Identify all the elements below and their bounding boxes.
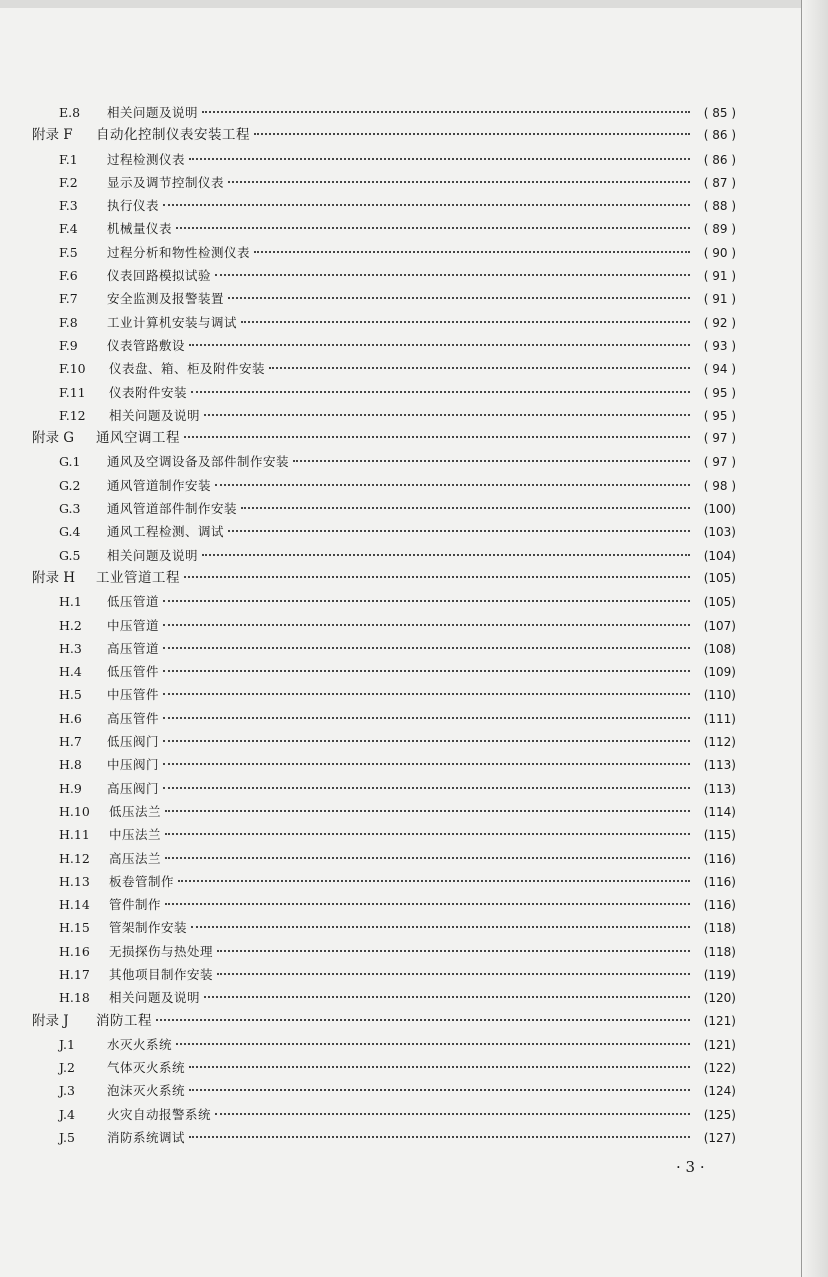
toc-entry-title: 中压阀门	[107, 757, 160, 773]
toc-page-number: (116)	[703, 851, 736, 866]
toc-entry-number: E.8	[59, 105, 81, 120]
toc-section-row[interactable]	[32, 916, 736, 939]
toc-entry-number: 附录 F	[32, 127, 73, 144]
toc-section-row[interactable]	[32, 730, 736, 753]
toc-entry-title: 高压阀门	[107, 780, 160, 796]
toc-entry-number: J.1	[59, 1036, 75, 1052]
toc-entry-number: J.3	[59, 1083, 75, 1099]
toc-page-number: ( 87 )	[703, 175, 736, 190]
dot-leader	[163, 717, 690, 719]
toc-entry-title: 板卷管制作	[109, 873, 175, 889]
toc-section-row[interactable]	[32, 1079, 736, 1102]
toc-page-number: (103)	[703, 525, 736, 540]
dot-leader	[189, 1089, 690, 1091]
toc-entry-title: 高压管道	[107, 640, 160, 656]
toc-entry-number: F.4	[59, 221, 78, 237]
toc-entry-title: 工业管道工程	[96, 569, 180, 586]
toc-entry-title: 自动化控制仪表安装工程	[96, 127, 250, 144]
toc-entry-title: 执行仪表	[107, 198, 160, 214]
dot-leader	[189, 158, 690, 160]
toc-section-row[interactable]	[32, 1033, 736, 1056]
dot-leader	[215, 484, 690, 486]
toc-section-row[interactable]	[32, 334, 736, 357]
toc-entry-number: 附录 H	[32, 569, 76, 586]
toc-entry-title: 消防系统调试	[107, 1130, 186, 1146]
toc-page-number: (127)	[703, 1131, 736, 1146]
toc-entry-number: F.7	[59, 291, 78, 307]
book-spine-edge	[801, 0, 828, 1277]
dot-leader	[163, 624, 690, 626]
toc-section-row[interactable]	[32, 311, 736, 334]
toc-page-number: ( 95 )	[703, 385, 736, 400]
toc-entry-number: 附录 G	[32, 430, 75, 447]
dot-leader	[215, 274, 690, 276]
toc-page-number: ( 85 )	[703, 106, 736, 120]
toc-entry-number: H.17	[59, 966, 90, 982]
toc-entry-title: 仪表盘、箱、柜及附件安装	[109, 361, 266, 377]
toc-entry-number: F.12	[59, 407, 86, 423]
toc-entry-title: 低压管道	[107, 594, 160, 610]
toc-page-number: ( 97 )	[703, 431, 736, 446]
toc-page-number: (124)	[703, 1084, 736, 1099]
toc-page-number: (119)	[703, 967, 736, 982]
dot-leader	[202, 554, 690, 556]
toc-entry-title: 通风及空调设备及部件制作安装	[107, 454, 290, 470]
toc-entry-title: 仪表管路敷设	[107, 337, 186, 353]
toc-entry-title: 通风空调工程	[96, 430, 180, 447]
toc-section-row[interactable]	[32, 264, 736, 287]
toc-entry-number: H.16	[59, 943, 90, 959]
toc-entry-title: 低压管件	[107, 664, 160, 680]
toc-entry-number: F.2	[59, 174, 78, 190]
toc-entry-number: G.1	[59, 454, 81, 470]
toc-section-row[interactable]	[32, 497, 736, 520]
dot-leader	[163, 600, 690, 602]
toc-section-row[interactable]	[32, 986, 736, 1009]
toc-page-number: (118)	[703, 921, 736, 936]
toc-section-row[interactable]	[32, 381, 736, 404]
dot-leader	[165, 810, 690, 812]
toc-entry-number: F.9	[59, 337, 78, 353]
toc-entry-number: H.11	[59, 827, 90, 843]
dot-leader	[165, 857, 690, 859]
toc-page-number: (108)	[703, 641, 736, 656]
toc-page-number: (115)	[703, 828, 736, 843]
toc-section-row[interactable]	[32, 450, 736, 473]
toc-chapter-row[interactable]	[32, 124, 736, 147]
toc-section-row[interactable]	[32, 660, 736, 683]
toc-page-number: ( 86 )	[703, 128, 736, 143]
toc-entry-title: 低压法兰	[109, 803, 162, 819]
toc-page-number: (105)	[703, 595, 736, 610]
dot-leader	[189, 1136, 690, 1138]
toc-entry-number: G.4	[59, 524, 81, 540]
toc-page-number: (121)	[703, 1013, 736, 1028]
toc-entry-title: 通风管道制作安装	[107, 477, 212, 493]
dot-leader	[165, 833, 690, 835]
toc-section-row[interactable]	[32, 404, 736, 427]
dot-leader	[163, 204, 690, 206]
dot-leader	[228, 530, 690, 532]
toc-entry-title: 火灾自动报警系统	[107, 1106, 212, 1122]
toc-entry-title: 仪表回路模拟试验	[107, 268, 212, 284]
toc-entry-title: 其他项目制作安装	[109, 966, 214, 982]
toc-page-number: (104)	[703, 548, 736, 563]
toc-page-number: ( 97 )	[703, 455, 736, 470]
toc-entry-number: F.5	[59, 244, 78, 260]
toc-section-row[interactable]	[32, 963, 736, 986]
toc-entry-title: 消防工程	[96, 1012, 152, 1029]
toc-page-number: (118)	[703, 944, 736, 959]
toc-entry-number: F.1	[59, 151, 78, 167]
toc-page-number: (110)	[703, 688, 736, 703]
dot-leader	[217, 950, 690, 952]
toc-entry-number: F.10	[59, 361, 86, 377]
toc-chapter-row[interactable]	[32, 427, 736, 450]
toc-entry-number: G.3	[59, 501, 81, 517]
toc-entry-number: F.11	[59, 384, 86, 400]
toc-entry-title: 中压法兰	[109, 827, 162, 843]
toc-entry-number: J.5	[59, 1130, 75, 1146]
toc-page-number: ( 95 )	[703, 408, 736, 423]
toc-entry-title: 通风管道部件制作安装	[107, 501, 238, 517]
toc-section-row[interactable]	[32, 753, 736, 776]
toc-entry-number: H.12	[59, 850, 90, 866]
toc-page-number: ( 90 )	[703, 245, 736, 260]
toc-entry-number: H.14	[59, 897, 90, 913]
toc-page-number: ( 91 )	[703, 269, 736, 284]
toc-section-row[interactable]	[32, 823, 736, 846]
toc-page-number: (121)	[703, 1037, 736, 1052]
toc-page-number: (116)	[703, 898, 736, 913]
dot-leader	[228, 297, 690, 299]
toc-section-row[interactable]	[32, 357, 736, 380]
toc-page-number: (107)	[703, 618, 736, 633]
toc-entry-number: F.8	[59, 314, 78, 330]
dot-leader	[228, 181, 690, 183]
dot-leader	[156, 1019, 690, 1021]
toc-entry-number: F.6	[59, 268, 78, 284]
toc-page-number: (105)	[703, 570, 736, 585]
toc-section-row[interactable]	[32, 707, 736, 730]
toc-entry-title: 相关问题及说明	[109, 990, 201, 1006]
toc-section-row[interactable]	[32, 847, 736, 870]
dot-leader	[184, 576, 690, 578]
dot-leader	[163, 670, 690, 672]
toc-chapter-row[interactable]	[32, 1010, 736, 1033]
toc-entry-title: 安全监测及报警装置	[107, 291, 225, 307]
toc-entry-title: 管件制作	[109, 897, 162, 913]
toc-section-row[interactable]	[32, 800, 736, 823]
dot-leader	[215, 1113, 690, 1115]
dot-leader	[163, 740, 690, 742]
dot-leader	[189, 344, 690, 346]
toc-page-number: ( 91 )	[703, 292, 736, 307]
toc-page-number: ( 98 )	[703, 478, 736, 493]
toc-page-number: (113)	[703, 781, 736, 796]
toc-page-number: ( 93 )	[703, 338, 736, 353]
toc-page-number: (109)	[703, 665, 736, 680]
toc-section-row[interactable]	[32, 194, 736, 217]
toc-entry-title: 相关问题及说明	[109, 407, 201, 423]
dot-leader	[163, 763, 690, 765]
toc-page-number: (125)	[703, 1107, 736, 1122]
toc-page-number: (113)	[703, 758, 736, 773]
toc-entry-title: 过程分析和物性检测仪表	[107, 244, 251, 260]
toc-section-row[interactable]	[32, 217, 736, 240]
toc-entry-number: H.5	[59, 687, 82, 703]
toc-entry-title: 中压管道	[107, 617, 160, 633]
dot-leader	[176, 1043, 690, 1045]
table-of-contents	[32, 101, 736, 1149]
toc-entry-number: H.7	[59, 734, 82, 750]
dot-leader	[189, 1066, 690, 1068]
dot-leader	[163, 787, 690, 789]
toc-page-number: (116)	[703, 874, 736, 889]
page-folio: · 3 ·	[676, 1158, 705, 1176]
toc-page-number: ( 92 )	[703, 315, 736, 330]
toc-section-row[interactable]	[32, 893, 736, 916]
toc-section-row[interactable]	[32, 777, 736, 800]
dot-leader	[191, 926, 690, 928]
toc-section-row[interactable]	[32, 474, 736, 497]
toc-page-number: ( 89 )	[703, 222, 736, 237]
toc-section-row[interactable]	[32, 520, 736, 543]
toc-entry-title: 低压阀门	[107, 734, 160, 750]
toc-section-row[interactable]	[32, 590, 736, 613]
toc-section-row[interactable]	[32, 637, 736, 660]
toc-section-row[interactable]	[32, 1056, 736, 1079]
toc-entry-title: 气体灭火系统	[107, 1060, 186, 1076]
toc-entry-title: 通风工程检测、调试	[107, 524, 225, 540]
toc-entry-number: G.2	[59, 477, 81, 493]
toc-section-row[interactable]	[32, 171, 736, 194]
toc-section-row[interactable]	[32, 940, 736, 963]
toc-entry-title: 水灭火系统	[107, 1036, 173, 1052]
dot-leader	[204, 414, 690, 416]
toc-page-number: ( 86 )	[703, 152, 736, 167]
toc-section-row[interactable]	[32, 241, 736, 264]
toc-entry-number: J.4	[59, 1106, 75, 1122]
dot-leader	[254, 251, 690, 253]
toc-entry-number: G.5	[59, 547, 81, 563]
toc-page-number: (120)	[703, 991, 736, 1006]
dot-leader	[163, 693, 690, 695]
toc-entry-title: 高压法兰	[109, 850, 162, 866]
toc-entry-number: H.2	[59, 617, 82, 633]
dot-leader	[163, 647, 690, 649]
toc-entry-title: 工业计算机安装与调试	[107, 314, 238, 330]
scan-top-edge	[0, 0, 828, 8]
toc-section-row[interactable]	[32, 544, 736, 567]
toc-entry-title: 显示及调节控制仪表	[107, 174, 225, 190]
toc-chapter-row[interactable]	[32, 567, 736, 590]
toc-entry-number: F.3	[59, 198, 78, 214]
dot-leader	[241, 321, 690, 323]
toc-entry-number: 附录 J	[32, 1012, 69, 1029]
toc-section-row[interactable]	[32, 614, 736, 637]
toc-entry-number: H.18	[59, 990, 90, 1006]
dot-leader	[191, 391, 690, 393]
toc-entry-title: 管架制作安装	[109, 920, 188, 936]
toc-entry-title: 过程检测仪表	[107, 151, 186, 167]
toc-entry-number: H.9	[59, 780, 82, 796]
toc-section-row[interactable]	[32, 1103, 736, 1126]
toc-entry-number: H.8	[59, 757, 82, 773]
dot-leader	[202, 111, 690, 113]
toc-entry-title: 机械量仪表	[107, 221, 173, 237]
toc-page-number: (114)	[703, 804, 736, 819]
toc-entry-number: H.10	[59, 803, 90, 819]
toc-entry-number: H.13	[59, 873, 90, 889]
toc-entry-number: H.15	[59, 920, 90, 936]
dot-leader	[217, 973, 690, 975]
toc-entry-title: 仪表附件安装	[109, 384, 188, 400]
toc-entry-title: 无损探伤与热处理	[109, 943, 214, 959]
toc-page-number: (112)	[703, 735, 736, 750]
toc-entry-number: H.4	[59, 664, 82, 680]
dot-leader	[176, 227, 690, 229]
dot-leader	[241, 507, 690, 509]
dot-leader	[293, 460, 690, 462]
dot-leader	[254, 133, 690, 135]
toc-entry-number: J.2	[59, 1060, 75, 1076]
toc-entry-number: H.1	[59, 594, 82, 610]
toc-section-row[interactable]	[32, 287, 736, 310]
dot-leader	[204, 996, 690, 998]
toc-entry-title: 中压管件	[107, 687, 160, 703]
toc-entry-title: 高压管件	[107, 710, 160, 726]
toc-entry-number: H.3	[59, 640, 82, 656]
toc-entry-number: H.6	[59, 710, 82, 726]
toc-section-row[interactable]	[32, 870, 736, 893]
dot-leader	[184, 436, 690, 438]
toc-entry-title: 相关问题及说明	[107, 105, 199, 120]
toc-section-row[interactable]	[32, 1126, 736, 1149]
toc-page-number: ( 88 )	[703, 199, 736, 214]
toc-section-row[interactable]	[32, 683, 736, 706]
toc-entry-title: 泡沫灭火系统	[107, 1083, 186, 1099]
toc-section-row[interactable]	[32, 101, 736, 124]
dot-leader	[178, 880, 690, 882]
toc-page-number: (122)	[703, 1061, 736, 1076]
toc-entry-title: 相关问题及说明	[107, 547, 199, 563]
toc-section-row[interactable]	[32, 148, 736, 171]
dot-leader	[269, 367, 690, 369]
toc-page-number: (111)	[703, 711, 736, 726]
dot-leader	[165, 903, 690, 905]
toc-page-number: (100)	[703, 502, 736, 517]
toc-page-number: ( 94 )	[703, 362, 736, 377]
